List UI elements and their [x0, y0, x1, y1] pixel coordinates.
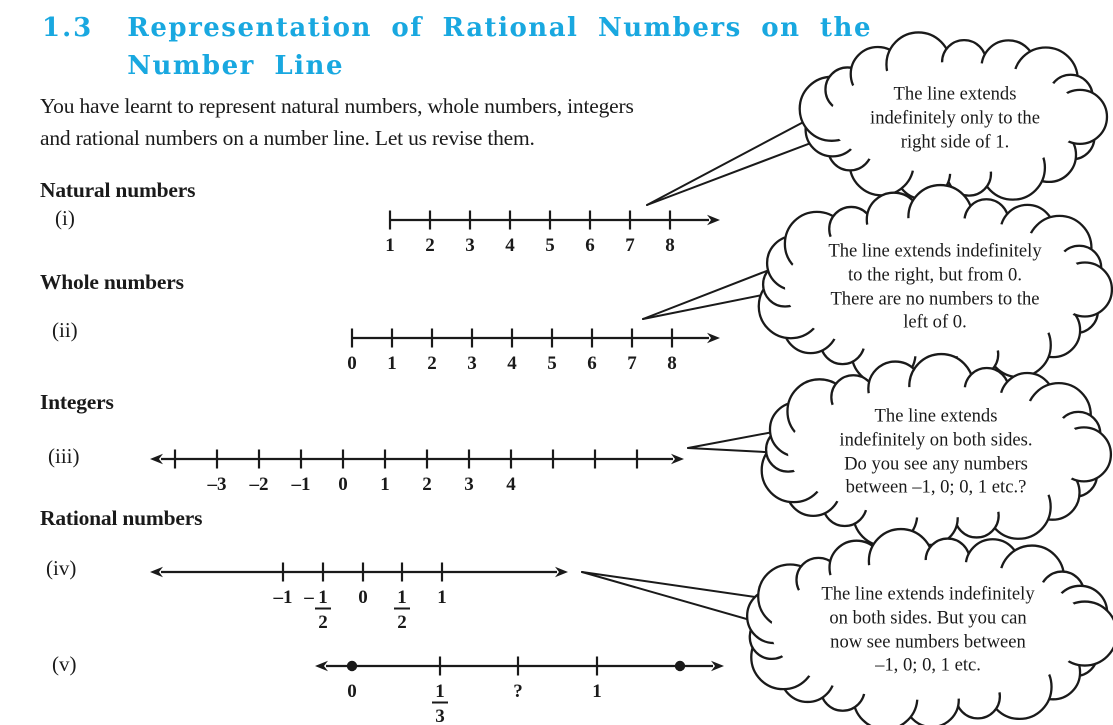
cloud-text-line: There are no numbers to the — [830, 288, 1040, 309]
tick-label: 4 — [505, 235, 515, 256]
cloud-text-line: indefinitely on both sides. — [839, 429, 1033, 451]
cloud-text-line: left of 0. — [903, 311, 967, 333]
tick-label: 1 — [385, 235, 395, 256]
section-title-natural-numbers: Natural numbers — [40, 178, 196, 202]
tick-label: 1 — [380, 474, 390, 495]
roman-label-ii: (ii) — [52, 318, 78, 342]
cloud-text-line: Do you see any numbers — [844, 453, 1028, 474]
tick-label: 1 — [592, 681, 602, 702]
number-line-ii — [347, 329, 720, 375]
tick-label: –3 — [207, 474, 227, 495]
intro-line2: and rational numbers on a number line. Let us revise them. — [40, 126, 535, 151]
cloud-text-line: indefinitely only to the — [870, 107, 1040, 129]
section-title-whole-numbers: Whole numbers — [40, 270, 184, 294]
tick-label: 6 — [585, 235, 595, 256]
tick-label-numerator: 1 — [397, 587, 407, 608]
section-heading-title-line1: Representation of Rational Numbers on the — [127, 13, 873, 43]
number-line-iv — [150, 563, 568, 634]
tick-label: 6 — [587, 353, 597, 374]
tick-label: 1 — [387, 353, 397, 374]
tick-label: 7 — [625, 235, 635, 256]
tick-label: 3 — [464, 474, 474, 495]
section-title-rational-numbers: Rational numbers — [40, 506, 203, 530]
tick-label: 2 — [427, 353, 437, 374]
cloud-text-2 — [828, 239, 1041, 334]
section-title-integers: Integers — [40, 390, 114, 414]
tick-label: 3 — [467, 353, 477, 374]
tick-label: 1 — [437, 587, 447, 608]
roman-label-iv: (iv) — [46, 556, 77, 580]
tick-label: 3 — [465, 235, 475, 256]
tick-label-denominator: 2 — [318, 612, 328, 633]
tick-label: 0 — [347, 681, 357, 702]
tick-label: 7 — [627, 353, 637, 374]
cloud-text-line: to the right, but from 0. — [847, 264, 1023, 286]
cloud-text-line: The line extends — [893, 83, 1017, 105]
tick-label-numerator: 1 — [435, 681, 445, 702]
tick-label: 8 — [667, 353, 677, 374]
tick-label: 8 — [665, 235, 675, 256]
point-dot — [347, 661, 357, 671]
tick-label-denominator: 3 — [435, 706, 445, 725]
cloud-text-line: on both sides. But you can — [829, 607, 1027, 629]
tick-label: 0 — [347, 353, 357, 374]
cloud-text-line: –1, 0; 0, 1 etc. — [875, 654, 981, 676]
roman-label-iii: (iii) — [48, 444, 80, 468]
roman-label-v: (v) — [52, 652, 77, 676]
intro-line1: You have learnt to represent natural numbers, whole numbers, integers — [40, 94, 634, 118]
tick-label: 4 — [506, 474, 516, 495]
cloud-text-line: The line extends — [874, 405, 998, 427]
cloud-text-line: The line extends indefinitely — [828, 240, 1042, 262]
tick-label: 2 — [425, 235, 435, 256]
tick-label: –1 — [291, 474, 311, 495]
cloud-text-line: The line extends indefinitely — [821, 583, 1035, 605]
tick-label: 5 — [547, 353, 557, 374]
point-dot — [675, 661, 685, 671]
tick-label: 4 — [507, 353, 517, 374]
cloud-text-1 — [870, 82, 1040, 153]
cloud-text-line: right side of 1. — [900, 130, 1010, 152]
tick-label: 2 — [422, 474, 432, 495]
roman-label-i: (i) — [55, 206, 75, 230]
tick-label-denominator: 2 — [397, 612, 407, 633]
tick-label: 5 — [545, 235, 555, 256]
cloud-text-line: between –1, 0; 0, 1 etc.? — [845, 476, 1027, 498]
section-heading-title-line2: Number Line — [127, 50, 344, 81]
number-line-iii — [150, 450, 684, 496]
tick-label: 0 — [358, 587, 368, 608]
tick-label: ? — [513, 681, 523, 702]
cloud-text-3 — [839, 404, 1032, 499]
tick-label-sign: – — [304, 587, 314, 608]
tick-label: –1 — [273, 587, 293, 608]
cloud-text-4 — [821, 582, 1034, 677]
tick-label-numerator: 1 — [318, 587, 328, 608]
number-line-i — [385, 211, 720, 257]
cloud-text-line: now see numbers between — [830, 631, 1026, 652]
tick-label: 0 — [338, 474, 348, 495]
number-line-v — [315, 657, 724, 725]
tick-label: –2 — [249, 474, 269, 495]
section-heading-number: 1.3 — [42, 13, 94, 43]
